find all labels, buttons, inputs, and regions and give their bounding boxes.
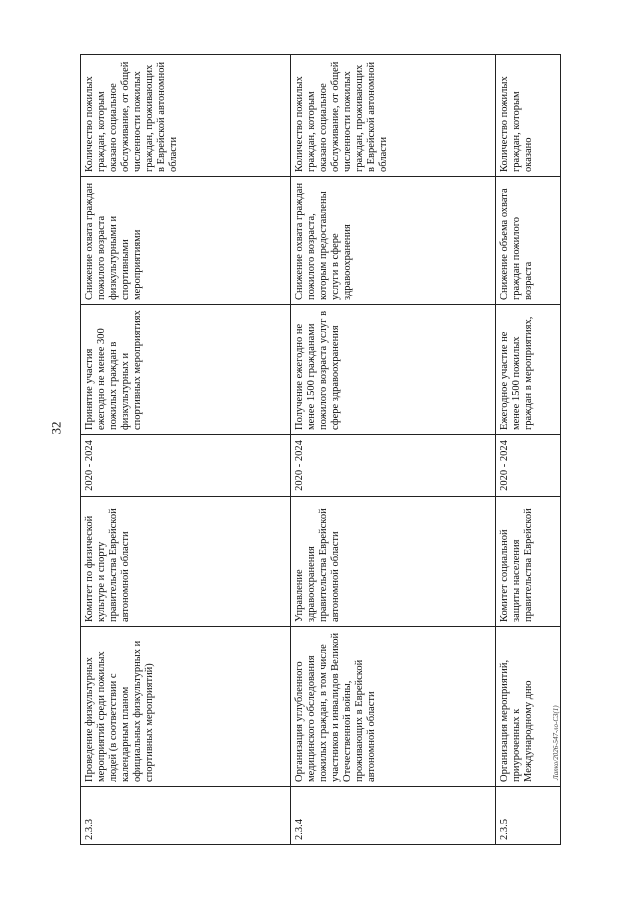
row-number: 2.3.5 [496, 787, 561, 845]
term: 2020 - 2024 [81, 435, 291, 497]
page-number: 32 [48, 421, 64, 435]
measure-name: Проведение физкультурных мероприятий среди пожилых людей (в соответствии с календарным планом официальных физкультурных и спортивных мероприятий) [81, 627, 291, 787]
rotated-table-container [80, 55, 560, 845]
indicator: Количество пожилых граждан, которым оказано социальное обслуживание, от общей численности пожилых граждан, проживающих в Еврейской автономной области [291, 55, 496, 177]
measure-name: Организация углубленного медицинского обследования пожилых граждан, в том числе участников и инвалидов Великой Отечественной войны, проживающих в Еврейской автономной области [291, 627, 496, 787]
term: 2020 - 2024 [291, 435, 496, 497]
executor: Комитет по физической культуре и спорту правительства Еврейской автономной области [81, 497, 291, 627]
measure-name: Организация мероприятий, приуроченных к Международному дню [496, 627, 561, 787]
footer-reference: Лапко/2026-547-ло-СЗ(1) [552, 705, 560, 780]
consequence: Снижение охвата граждан пожилого возраста, которым предоставлены услуги в сфере здравоохранения [291, 177, 496, 305]
term: 2020 - 2024 [496, 435, 561, 497]
executor: Комитет социальной защиты населения правительства Еврейской [496, 497, 561, 627]
program-table [80, 54, 561, 845]
expected-result: Ежегодное участие не менее 1500 пожилых граждан в мероприятиях, [496, 305, 561, 435]
executor: Управление здравоохранения правительства Еврейской автономной области [291, 497, 496, 627]
consequence: Снижение объема охвата граждан пожилого возраста [496, 177, 561, 305]
expected-result: Принятие участия ежегодно не менее 300 пожилых граждан в физкультурных и спортивных мероприятиях [81, 305, 291, 435]
row-number: 2.3.3 [81, 787, 291, 845]
row-number: 2.3.4 [291, 787, 496, 845]
indicator: Количество пожилых граждан, которым оказано социальное обслуживание, от общей численности пожилых граждан, проживающих в Еврейской автономной области [81, 55, 291, 177]
table-row [81, 55, 291, 845]
consequence: Снижение охвата граждан пожилого возраста физкультурными и спортивными мероприятиями [81, 177, 291, 305]
table-row [496, 55, 561, 845]
expected-result: Получение ежегодно не менее 1500 гражданами пожилого возраста услуг в сфере здравоохранения [291, 305, 496, 435]
table-row [291, 55, 496, 845]
indicator: Количество пожилых граждан, которым оказано [496, 55, 561, 177]
